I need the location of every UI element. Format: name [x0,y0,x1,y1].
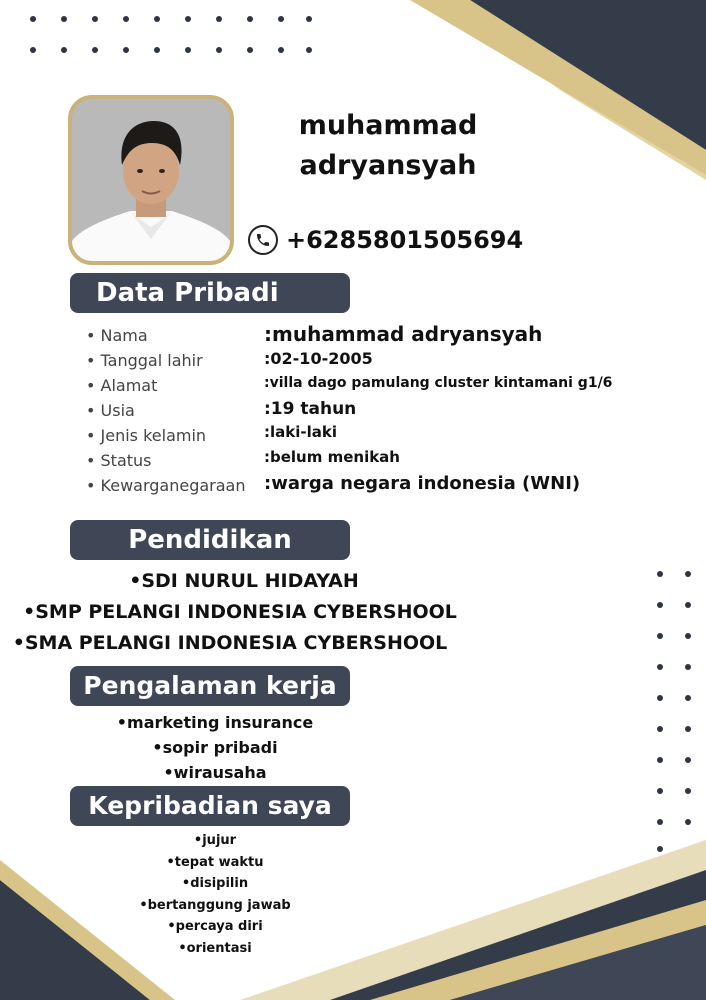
phone-row [248,222,523,258]
section-title-kepribadian: Kepribadian saya [70,786,350,826]
personal-value: :muhammad adryansyah [264,322,543,346]
personal-label: • Status [86,451,152,470]
personal-label: • Jenis kelamin [86,426,207,445]
name-second-line: adryansyah [299,150,477,181]
education-item: •SMA PELANGI INDONESIA CYBERSHOOL [12,632,448,654]
personality-item: •jujur [193,833,237,848]
personal-label: • Kewarganegaraan [86,476,246,495]
personal-row [86,322,646,351]
work-experience-list [0,710,430,785]
personality-list [0,830,430,959]
personal-value: :belum menikah [264,448,400,466]
work-item: •marketing insurance [116,713,314,732]
profile-photo [68,95,234,265]
section-title-pengalaman-kerja: Pengalaman kerja [70,666,350,706]
personal-label: • Alamat [86,376,158,395]
personality-item: •disipilin [181,876,249,891]
section-title-data-pribadi: Data Pribadi [70,273,350,313]
work-item: •sopir pribadi [152,738,278,757]
personal-value: :19 tahun [264,399,357,419]
personal-label: • Usia [86,401,135,420]
education-list [0,566,480,659]
phone-number: +6285801505694 [286,226,524,254]
personal-label: • Nama [86,326,148,345]
personal-row [86,401,646,426]
phone-icon [248,225,278,255]
personal-row [86,351,646,376]
work-item: •wirausaha [163,763,267,782]
personality-item: •tepat waktu [166,854,264,870]
personal-value: :villa dago pamulang cluster kintamani g1/6 [264,375,613,391]
full-name [268,106,508,186]
personal-value: :laki-laki [264,423,337,441]
education-item: •SMP PELANGI INDONESIA CYBERSHOOL [23,601,457,623]
section-title-pendidikan: Pendidikan [70,520,350,560]
personal-label: • Tanggal lahir [86,351,203,370]
personal-value: :02-10-2005 [264,349,373,368]
personality-item: •percaya diri [167,919,263,934]
personality-item: •orientasi [178,940,252,956]
personal-value: :warga negara indonesia (WNI) [264,473,581,494]
dot-grid-right [650,565,700,855]
personal-row [86,376,646,401]
name-first-line: muhammad [298,110,478,141]
personal-row [86,473,646,501]
personality-item: •bertanggung jawab [139,897,291,913]
dot-grid-top [0,0,330,60]
education-item: •SDI NURUL HIDAYAH [129,570,359,592]
